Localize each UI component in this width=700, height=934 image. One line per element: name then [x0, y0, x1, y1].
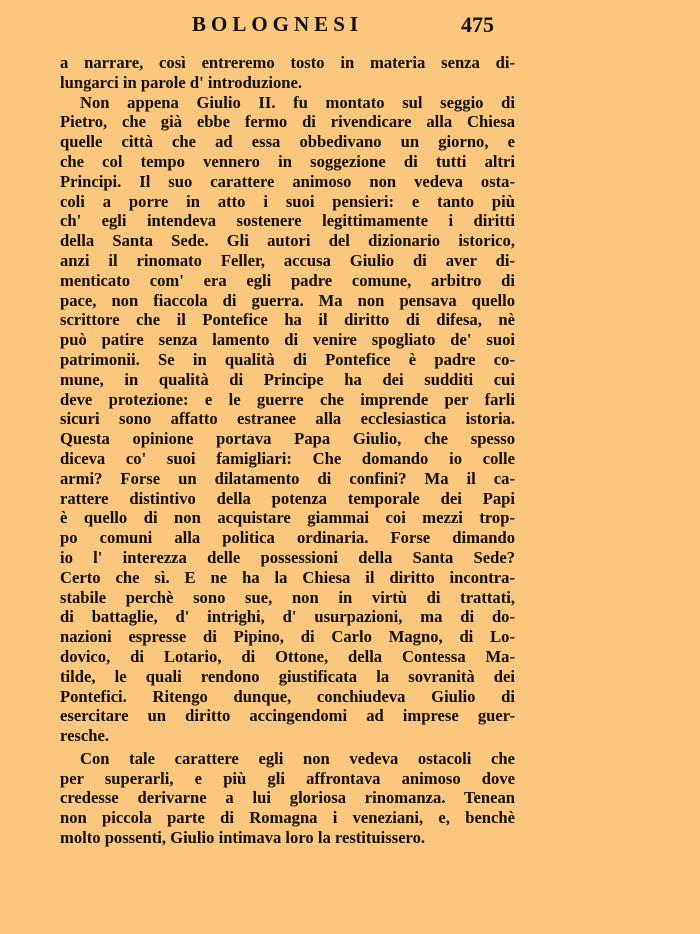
text-line: Pietro, che già ebbe fermo di rivendicare alla Chiesa — [60, 112, 515, 132]
text-line: a narrare, così entreremo tosto in materia senza di- — [60, 53, 515, 72]
text-line: Questa opinione portava Papa Giulio, che spesso — [60, 429, 515, 449]
text-line: della Santa Sede. Gli autori del dizionario istorico, — [60, 231, 515, 251]
running-head-title: BOLOGNESI — [192, 12, 364, 36]
text-line: rattere distintivo della potenza temporale dei Papi — [60, 488, 515, 508]
text-line: esercitare un diritto accingendomi ad imprese guer- — [60, 706, 515, 726]
text-line: Non appena Giulio II. fu montato sul seggio di — [80, 92, 515, 112]
text-line: sicuri sono affatto estranee alla ecclesiastica istoria. — [60, 409, 515, 429]
text-line: armi? Forse un dilatamento di confini? Ma il ca- — [60, 468, 515, 488]
text-line: di battaglie, d' intrighi, d' usurpazioni, ma di do- — [60, 607, 515, 627]
text-line: coli a porre in atto i suoi pensieri: e tanto più — [60, 191, 515, 211]
text-line: non piccola parte di Romagna i veneziani, e, benchè — [60, 808, 515, 828]
text-line: Pontefici. Ritengo dunque, conchiudeva Giulio di — [60, 686, 515, 706]
text-line: diceva co' suoi famigliari: Che domando io colle — [60, 448, 515, 468]
text-line: che col tempo vennero in soggezione di tutti altri — [60, 151, 515, 171]
text-line: è quello di non acquistare giammai coi mezzi trop- — [60, 508, 515, 528]
text-line: può patire senza lamento di venire spogliato de' suoi — [60, 330, 515, 350]
text-line: mune, in qualità di Principe ha dei sudditi cui — [60, 369, 515, 389]
text-line: pace, non fiaccola di guerra. Ma non pensava quello — [60, 290, 515, 310]
text-line: quelle città che ad essa obbedivano un giorno, e — [60, 132, 515, 152]
text-line: tilde, le quali rendono giustificata la sovranità dei — [60, 666, 515, 686]
text-line: credesse derivarne a lui gloriosa rinomanza. Tenean — [60, 788, 515, 808]
text-line: ch' egli intendeva sostenere legittimamente i diritti — [60, 211, 515, 231]
page-body-text — [60, 53, 515, 848]
text-line: dovico, di Lotario, di Ottone, della Contessa Ma- — [60, 646, 515, 666]
text-line: deve protezione: e le guerre che imprende per farli — [60, 389, 515, 409]
text-line: Certo che sì. E ne ha la Chiesa il diritto incontra- — [60, 567, 515, 587]
text-line: po comuni alla politica ordinaria. Forse dimando — [60, 528, 515, 548]
text-line: molto possenti, Giulio intimava loro la restituissero. — [60, 828, 426, 848]
text-line: lungarci in parole d' introduzione. — [60, 72, 303, 92]
text-line: menticato com' era egli padre comune, arbitro di — [60, 270, 515, 290]
text-line: scrittore che il Pontefice ha il diritto di difesa, nè — [60, 310, 515, 330]
text-line: patrimonii. Se in qualità di Pontefice è padre co- — [60, 349, 515, 369]
text-line: Principi. Il suo carattere animoso non vedeva osta- — [60, 171, 515, 191]
page-number: 475 — [461, 12, 494, 37]
text-line: stabile perchè sono sue, non in virtù di trattati, — [60, 587, 515, 607]
text-line: Con tale carattere egli non vedeva ostacoli che — [80, 748, 515, 768]
text-line: io l' interezza delle possessioni della Santa Sede? — [60, 547, 515, 567]
text-line: anzi il rinomato Feller, accusa Giulio di aver di- — [60, 250, 515, 270]
text-line: resche. — [60, 726, 109, 746]
paragraph — [60, 53, 515, 93]
paragraph — [60, 749, 515, 848]
text-line: nazioni espresse di Pipino, di Carlo Magno, di Lo- — [60, 627, 515, 647]
text-line: per superarli, e più gli affrontava animoso dove — [60, 768, 515, 788]
paragraph — [60, 93, 515, 746]
